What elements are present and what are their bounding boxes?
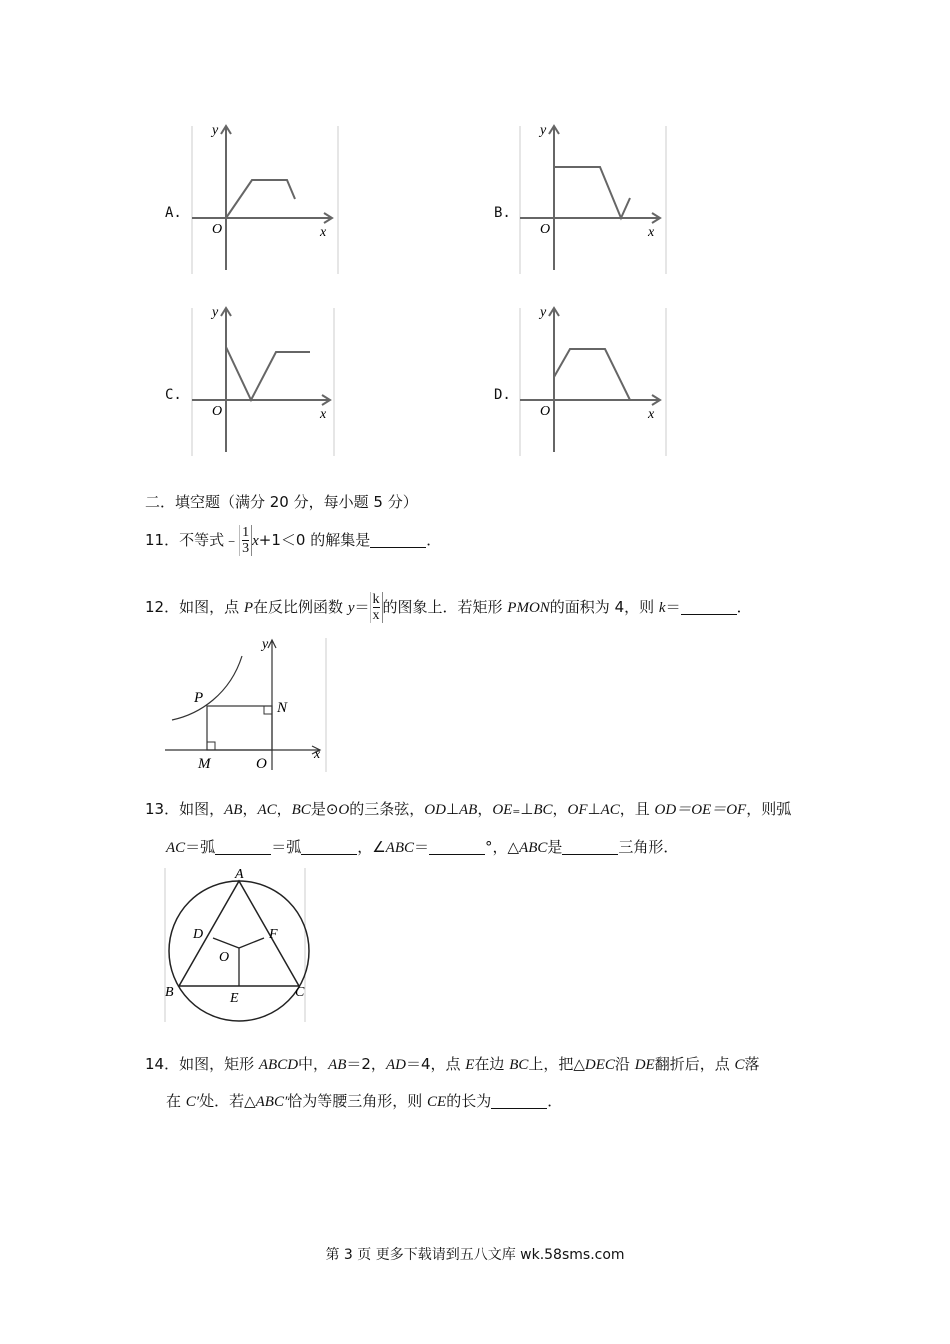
x-axis-label: x: [320, 225, 327, 240]
option-b-graph: [518, 120, 668, 276]
label-a: A: [235, 867, 244, 882]
fraction: $\frac{1}{3}$: [239, 525, 252, 556]
label-o: O: [256, 756, 267, 772]
page-footer: 第 3 页 更多下载请到五八文库 wk.58sms.com: [325, 1247, 625, 1263]
origin-label: O: [540, 404, 551, 419]
option-c-label: C.: [165, 387, 182, 403]
answer-blank[interactable]: [370, 533, 426, 548]
question-13-line-2: AC＝弧 ＝弧 ，∠ABC＝ °，△ABC是 三角形．: [166, 838, 679, 856]
y-axis-label: y: [212, 305, 219, 320]
question-14-line-1: 14．如图，矩形 ABCD中，AB＝2，AD＝4，点 E在边 BC上，把△DEC沿 DE翻折后，点 C落: [145, 1055, 760, 1073]
option-c-graph: [190, 302, 340, 458]
label-x: x: [314, 747, 321, 762]
option-b-label: B.: [494, 205, 511, 221]
x-axis-label: x: [648, 225, 655, 240]
question-number: 12．: [145, 598, 180, 616]
option-a-graph: [190, 120, 340, 276]
answer-blank[interactable]: [491, 1094, 547, 1109]
label-d: D: [193, 927, 204, 942]
label-p: P: [194, 690, 204, 706]
label-b: B: [165, 985, 174, 1000]
question-12: 12．如图，点 P在反比例函数 y＝ $\frac{k}{x}$ 的图象上．若矩形 PMON的面积为 4，则 k＝ ．: [145, 592, 752, 623]
answer-blank[interactable]: [215, 840, 271, 855]
y-axis-label: y: [540, 305, 547, 320]
answer-blank[interactable]: [429, 840, 485, 855]
figure-q12: [160, 634, 330, 774]
x-axis-label: x: [648, 407, 655, 422]
fraction: $\frac{k}{x}$: [370, 592, 383, 623]
question-number: 13．: [145, 800, 180, 818]
y-axis-label: y: [540, 123, 547, 138]
figure-q13: [163, 866, 311, 1024]
question-14-line-2: 在 C′处．若△ABC′恰为等腰三角形，则 CE的长为 ．: [166, 1092, 563, 1110]
y-axis-label: y: [212, 123, 219, 138]
label-c: C: [295, 985, 305, 1000]
label-m: M: [198, 756, 211, 772]
origin-label: O: [540, 222, 551, 237]
x-axis-label: x: [320, 407, 327, 422]
label-n: N: [277, 700, 288, 716]
option-d-label: D.: [494, 387, 511, 403]
answer-blank[interactable]: [301, 840, 357, 855]
answer-blank[interactable]: [562, 840, 618, 855]
option-a-label: A.: [165, 205, 182, 221]
section-title: 二．填空题（满分 20 分，每小题 5 分）: [145, 493, 418, 511]
option-d-graph: [518, 302, 668, 458]
question-13-line-1: 13．如图，AB，AC，BC是⊙O的三条弦，OD⊥AB，OE₌⊥BC，OF⊥AC，且 OD＝OE＝OF，则弧: [145, 800, 792, 818]
answer-blank[interactable]: [681, 600, 737, 615]
origin-label: O: [212, 222, 223, 237]
label-e: E: [230, 991, 239, 1006]
question-number: 14．: [145, 1055, 180, 1073]
origin-label: O: [212, 404, 223, 419]
label-y: y: [262, 637, 269, 652]
question-11: 11．不等式﹣ $\frac{1}{3}$ x+1＜0 的解集是 ．: [145, 525, 442, 556]
label-f: F: [269, 927, 278, 942]
label-o: O: [219, 950, 230, 965]
question-number: 11．: [145, 531, 180, 549]
